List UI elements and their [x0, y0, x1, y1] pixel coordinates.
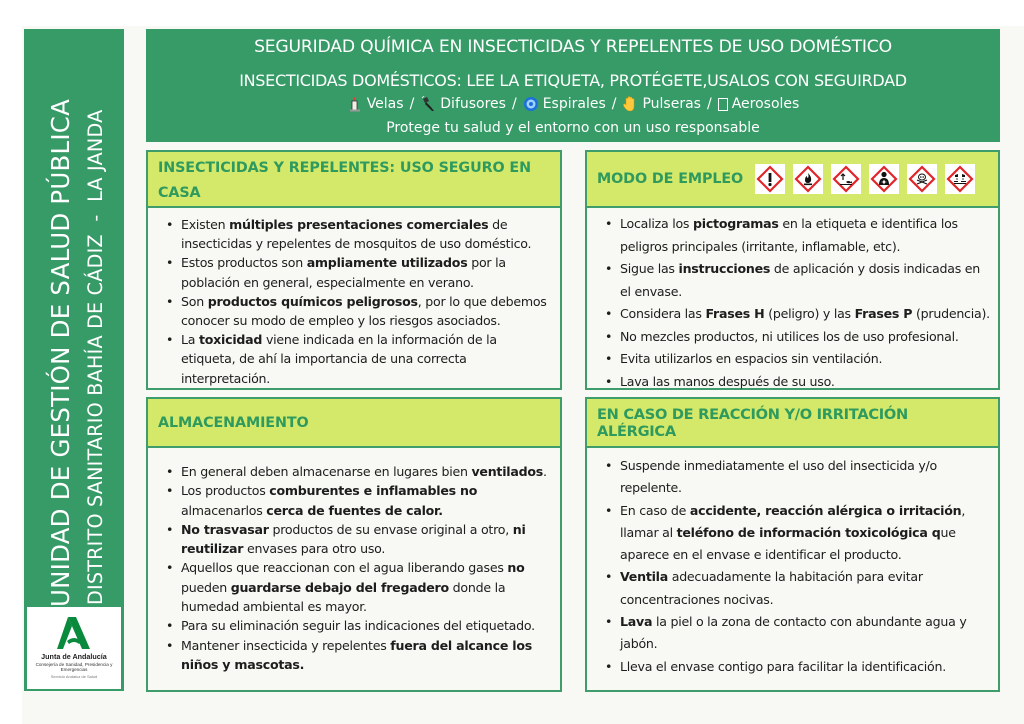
body-text: Sigue las: [620, 261, 679, 276]
card-title: ALMACENAMIENTO: [148, 399, 560, 448]
logo-subtitle: Consejería de Sanidad, Presidencia y Emergencias: [35, 662, 113, 673]
separator: /: [611, 96, 617, 112]
list-item: [605, 258, 990, 303]
product-label: Aerosoles: [731, 96, 800, 112]
hand-icon: [622, 96, 638, 112]
logo-title: Junta de Andalucía: [41, 652, 107, 661]
bullet-list: [166, 462, 552, 674]
list-item: [605, 566, 990, 611]
emphasis-text: ampliamente utilizados: [306, 255, 468, 271]
list-item: [166, 636, 552, 675]
body-text: En general deben almacenarse en lugares bien: [181, 464, 472, 479]
body-text: ue aparece en el envase e identificar el producto.: [620, 524, 956, 563]
emphasis-text: productos químicos peligrosos: [207, 293, 418, 309]
andalucia-a-icon: [54, 615, 94, 651]
flame-hazard-icon: [793, 164, 823, 194]
body-text: adecuadamente la habitación para evitar concentraciones nocivas.: [620, 569, 923, 607]
body-text: .: [543, 464, 547, 479]
list-item: [605, 303, 990, 326]
plug-icon: [420, 96, 436, 112]
body-text: Localiza los: [620, 216, 693, 231]
emphasis-text: Ventila: [620, 569, 668, 585]
sidebar-unit-title: UNIDAD DE GESTIÓN DE SALUD PÚBLICA: [46, 98, 75, 607]
bullet-list: [605, 213, 990, 393]
sidebar-banner: [24, 29, 124, 691]
emphasis-text: Frases H: [705, 306, 765, 321]
candle-icon: [347, 96, 363, 112]
product-item-aerosoles: [718, 96, 800, 112]
list-item: [166, 558, 552, 616]
body-text: Existen: [181, 217, 230, 232]
body-text: Suspende inmediatamente el uso del insecticida y/o repelente.: [620, 458, 937, 496]
body-text: en la etiqueta e identifica los peligros principales (irritante, inflamable, etc).: [620, 216, 958, 254]
body-text: (prudencia).: [912, 306, 990, 321]
body-text: viene indicada en la información de la etiqueta, de ahí la importancia de una correcta interpretación.: [181, 332, 497, 386]
page-tagline: Protege tu salud y el entorno con un uso responsable: [386, 120, 760, 136]
product-label: Pulseras: [642, 96, 701, 112]
body-text: No mezcles productos, ni utilices los de uso profesional.: [620, 328, 959, 344]
header-banner: [146, 29, 1000, 142]
body-text: Evita utilizarlos en espacios sin ventilación.: [620, 351, 883, 366]
list-item: [605, 656, 990, 678]
hazard-pictograms: [755, 164, 975, 194]
body-text: Mantener insecticida y repelentes: [181, 637, 391, 653]
separator: /: [706, 96, 712, 112]
separator: /: [409, 96, 415, 112]
bullet-list: [166, 215, 552, 388]
page-title: SEGURIDAD QUÍMICA EN INSECTICIDAS Y REPELENTES DE USO DOMÉSTICO: [254, 37, 892, 57]
card-title: MODO DE EMPLEO: [597, 171, 744, 187]
page-subtitle: INSECTICIDAS DOMÉSTICOS: LEE LA ETIQUETA, PROTÉGETE,USALOS CON SEGUIRDAD: [239, 71, 907, 90]
body-text: de aplicación y dosis indicadas en el envase.: [620, 261, 981, 299]
body-text: Los productos: [181, 483, 270, 499]
body-text: Aquellos que reaccionan con el agua liberando gases: [181, 560, 508, 576]
card-modo-empleo: [585, 150, 1000, 390]
list-item: [605, 326, 990, 349]
body-text: Para su eliminación seguir las indicaciones del etiquetado.: [181, 618, 535, 634]
list-item: [166, 520, 552, 559]
list-item: [605, 348, 990, 371]
emphasis-text: ni reutilizar: [181, 521, 526, 557]
emphasis-text: no: [507, 560, 525, 576]
product-item-pulseras: [622, 96, 701, 112]
separator: /: [511, 96, 517, 112]
product-label: Velas: [366, 96, 404, 112]
product-types-list: [146, 96, 1000, 112]
list-item: [166, 292, 552, 330]
list-item: [166, 481, 552, 520]
list-item: [166, 215, 552, 253]
body-text: por la población en general, especialmente en verano.: [181, 255, 506, 290]
corrosive-hazard-icon: [945, 164, 975, 194]
body-text: En caso de: [620, 502, 690, 518]
emphasis-text: cerca de fuentes de calor.: [266, 502, 443, 518]
body-text: Considera las: [620, 306, 706, 321]
body-text: Son: [181, 293, 208, 309]
list-item: [605, 455, 990, 500]
list-item: [166, 253, 552, 291]
card-header: [587, 152, 998, 208]
body-text: pueden: [181, 579, 231, 595]
list-item: [605, 500, 990, 567]
body-text: (peligro) y las: [764, 306, 855, 321]
card-uso-seguro: [146, 150, 562, 390]
body-text: , llamar al: [620, 502, 966, 540]
junta-andalucia-logo: [27, 607, 121, 689]
exclamation-hazard-icon: [755, 164, 785, 194]
list-item: [166, 616, 552, 635]
emphasis-text: comburentes e inflamables no: [269, 483, 478, 499]
emphasis-text: teléfono de información toxicológica q: [676, 524, 941, 540]
product-item-velas: [347, 96, 404, 112]
card-reaccion-alergica: [585, 397, 1000, 692]
list-item: [605, 611, 990, 656]
emphasis-text: ventilados: [471, 464, 544, 479]
body-text: Lava las manos después de su uso.: [620, 373, 835, 389]
emphasis-text: toxicidad: [199, 332, 263, 348]
list-item: [605, 371, 990, 394]
product-label: Espirales: [542, 96, 606, 112]
body-text: Estos productos son: [181, 255, 307, 271]
body-text: donde la humedad ambiental es mayor.: [181, 579, 506, 615]
bullet-list: [605, 455, 990, 678]
body-text: envases para otro uso.: [243, 541, 386, 557]
product-item-difusores: [420, 96, 506, 112]
environment-hazard-icon: [831, 164, 861, 194]
spiral-icon: [523, 96, 539, 112]
list-item: [166, 330, 552, 388]
body-text: de insecticidas y repelentes de mosquitos de uso doméstico.: [181, 217, 532, 252]
health-hazard-icon: [869, 164, 899, 194]
list-item: [166, 462, 552, 481]
body-text: almacenarlos: [181, 502, 267, 518]
emphasis-text: Frases P: [854, 306, 913, 321]
body-text: Lleva el envase contigo para facilitar la identificación.: [620, 658, 946, 674]
card-title: EN CASO DE REACCIÓN Y/O IRRITACIÓN ALÉRGICA: [587, 399, 998, 448]
emphasis-text: instrucciones: [678, 261, 771, 276]
card-title: INSECTICIDAS Y REPELENTES: USO SEGURO EN CASA: [148, 152, 560, 208]
list-item: [605, 213, 990, 258]
body-text: La: [181, 332, 199, 348]
card-almacenamiento: [146, 397, 562, 692]
emphasis-text: guardarse debajo del fregadero: [230, 579, 449, 595]
emphasis-text: No trasvasar: [181, 521, 269, 537]
product-label: Difusores: [440, 96, 506, 112]
body-text: , por lo que debemos conocer su modo de empleo y los riesgos asociados.: [181, 293, 547, 329]
missing-glyph-icon: [718, 98, 728, 111]
logo-service: Servicio Andaluz de Salud: [50, 673, 98, 679]
emphasis-text: Lava: [620, 614, 653, 630]
product-item-espirales: [523, 96, 606, 112]
emphasis-text: accidente, reacción alérgica o irritación: [689, 502, 962, 518]
emphasis-text: múltiples presentaciones comerciales: [229, 217, 489, 232]
sidebar-district-title: DISTRITO SANITARIO BAHÍA DE CÁDIZ - LA JANDA: [84, 109, 107, 605]
body-text: la piel o la zona de contacto con abundante agua y jabón.: [620, 614, 967, 652]
body-text: productos de su envase original a otro,: [268, 521, 513, 537]
emphasis-text: pictogramas: [693, 216, 779, 231]
skull-hazard-icon: [907, 164, 937, 194]
emphasis-text: fuera del alcance los niños y mascotas.: [181, 637, 532, 672]
